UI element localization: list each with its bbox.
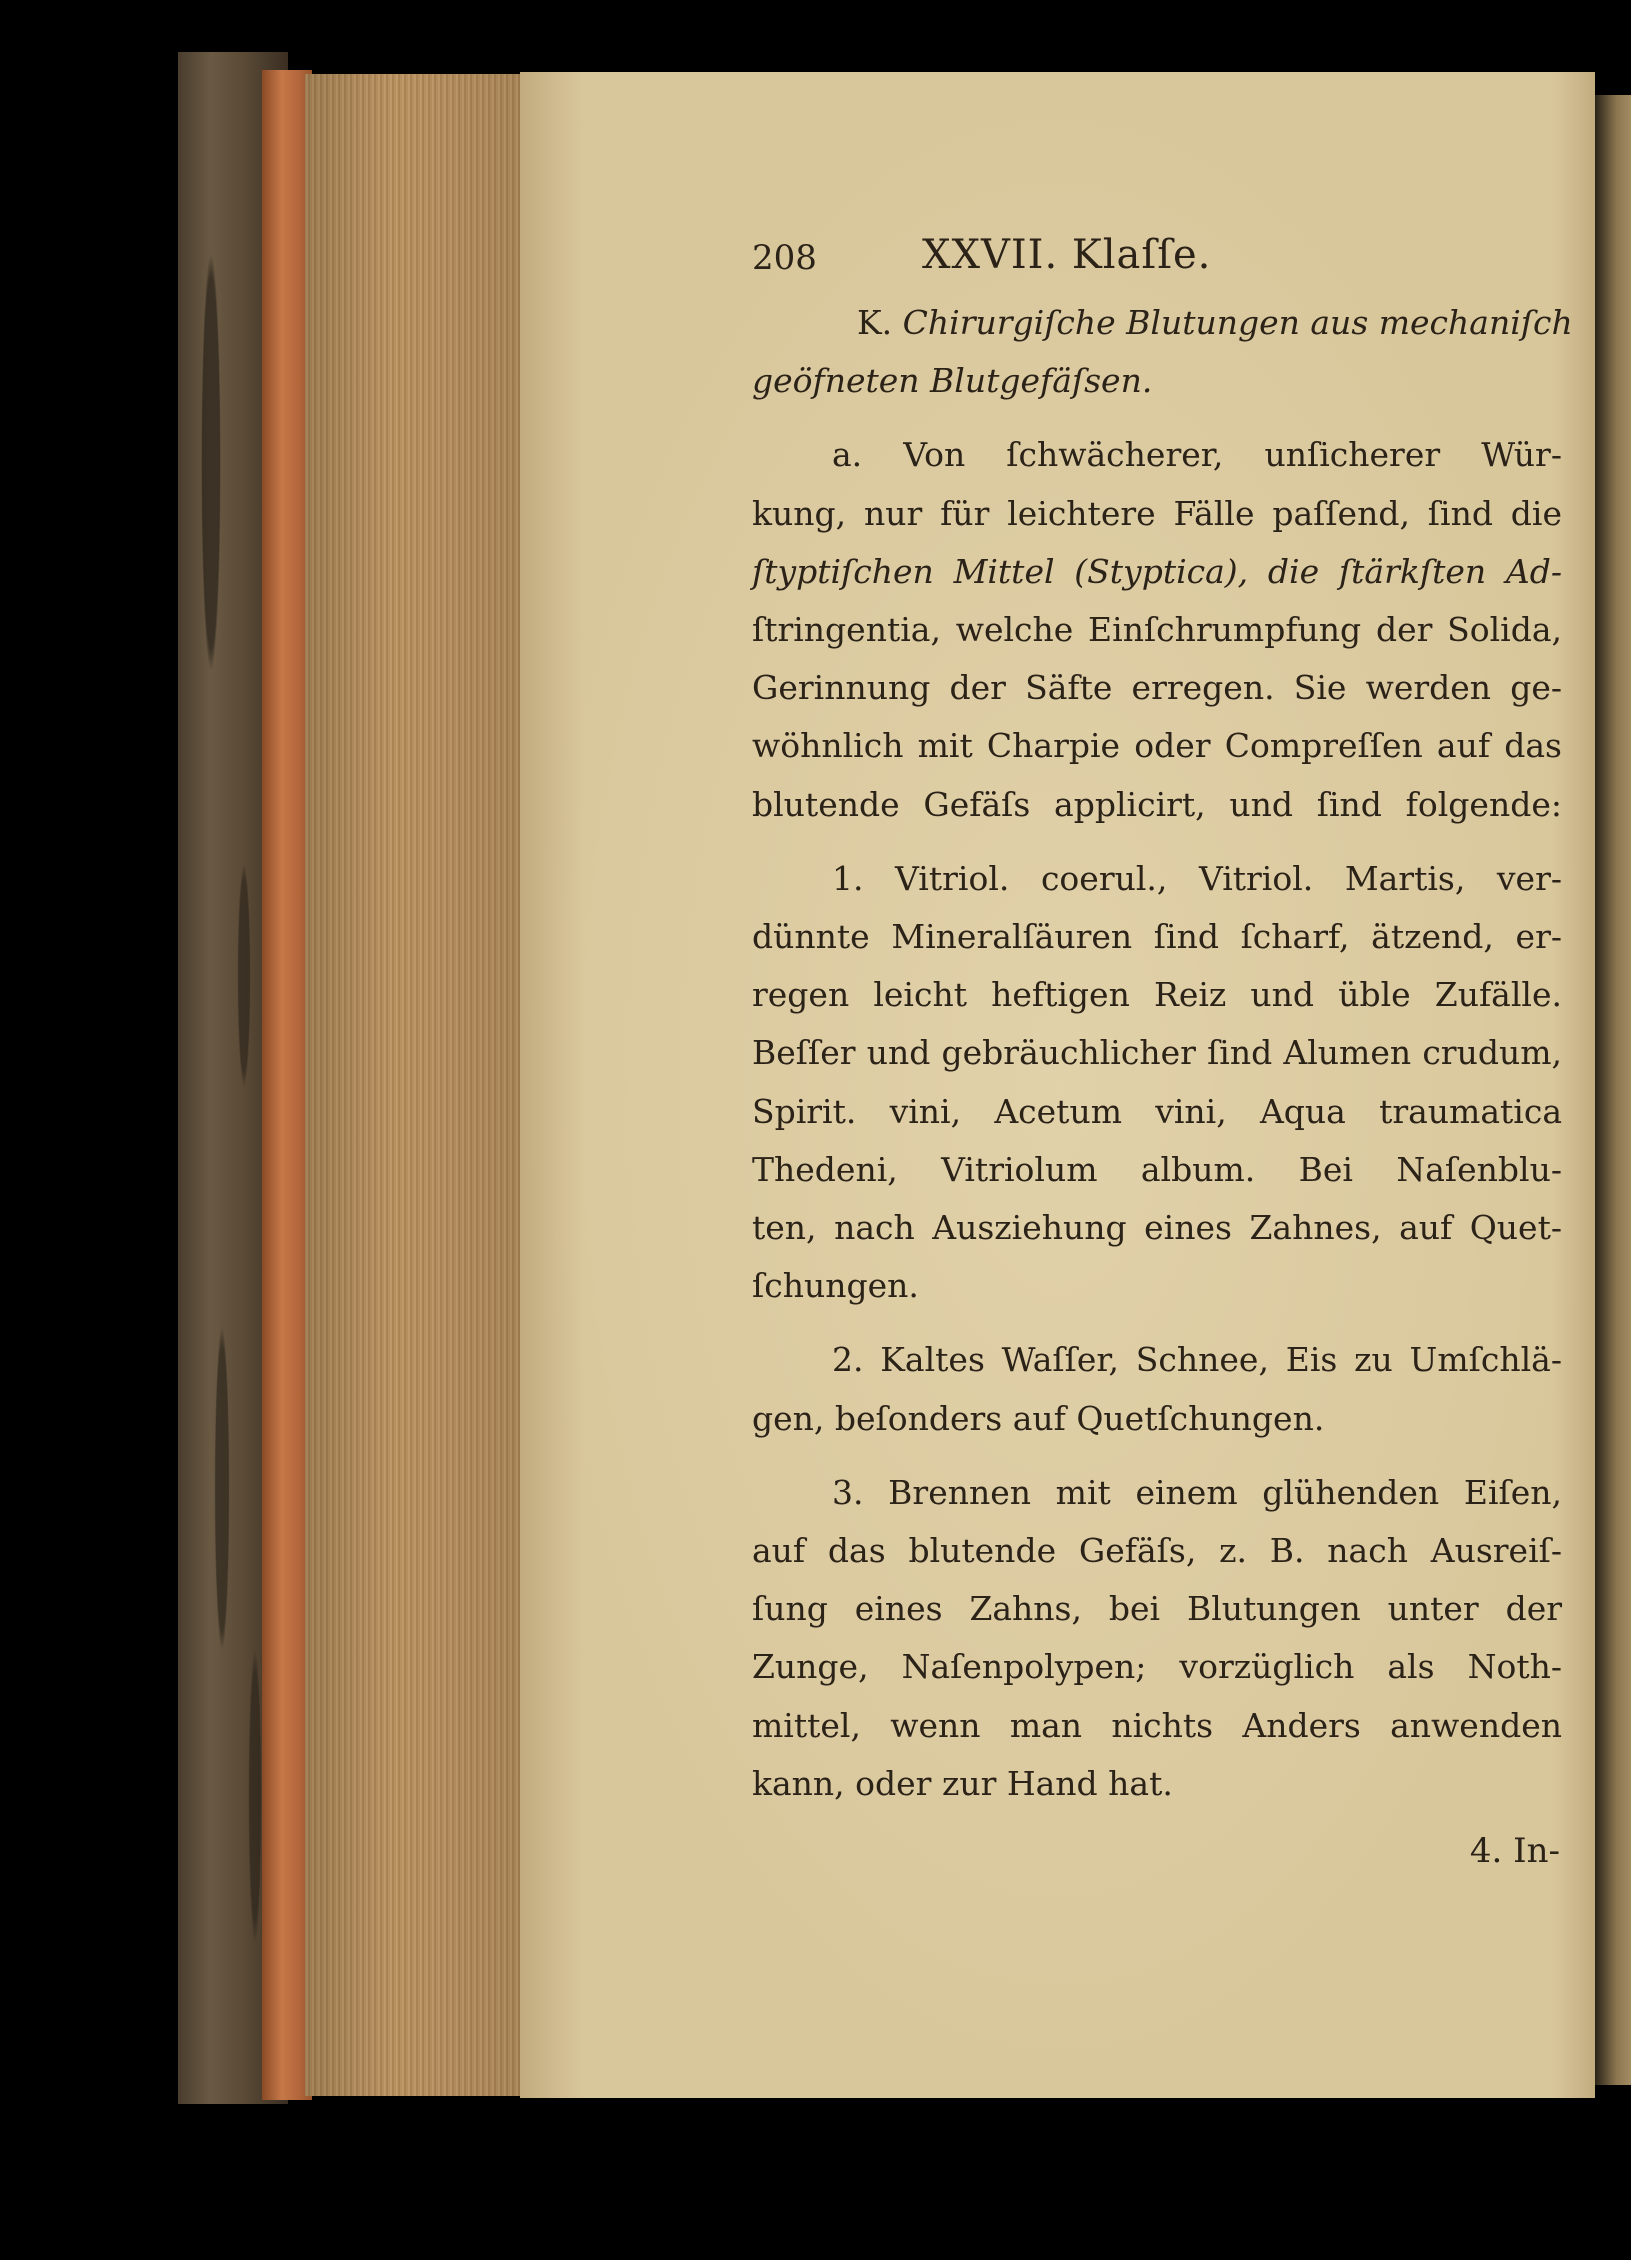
text-line: ſtyptiſchen Mittel (Styptica), die ſtärkſten Ad-: [752, 551, 1562, 591]
text-line: gen, beſonders auf Quetſchungen.: [752, 1398, 1325, 1438]
paragraph-a: [752, 426, 1562, 833]
section-heading: [752, 294, 1573, 410]
text-line: Beſſer und gebräuchlicher ſind Alumen crudum,: [752, 1033, 1562, 1073]
text-line: Spirit. vini, Acetum vini, Aqua traumatica: [752, 1091, 1562, 1131]
text-line: regen leicht heftigen Reiz und üble Zufälle.: [752, 975, 1562, 1015]
text-line: ſung eines Zahns, bei Blutungen unter der: [752, 1589, 1562, 1629]
text-line: Zunge, Naſenpolypen; vorzüglich als Noth-: [752, 1647, 1562, 1687]
section-letter: K.: [857, 303, 893, 342]
text-line: ſtringentia, welche Einſchrumpfung der Solida,: [752, 610, 1562, 650]
text-line: 2. Kaltes Waſſer, Schnee, Eis zu Umſchlä-: [832, 1340, 1562, 1380]
text-line: blutende Gefäſs applicirt, und ſind folgende:: [752, 784, 1562, 824]
text-line: auf das blutende Gefäſs, z. B. nach Ausreiſ-: [752, 1531, 1562, 1571]
text-line: ten, nach Ausziehung eines Zahnes, auf Quet-: [752, 1208, 1562, 1248]
text-line: a. Von ſchwächerer, unſicherer Wür-: [832, 435, 1562, 475]
paragraph-1: [752, 850, 1562, 1316]
catchword: 4. In-: [1469, 1831, 1560, 1872]
text-line: kung, nur für leichtere Fälle paſſend, ſind die: [752, 493, 1562, 533]
text-line: Thedeni, Vitriolum album. Bei Naſenblu-: [752, 1149, 1562, 1189]
running-head: XXVII. Klaſſe.: [922, 232, 1212, 278]
paragraph-2: [752, 1331, 1562, 1447]
paragraph-3: [752, 1464, 1562, 1813]
facing-page-edge: [1595, 95, 1631, 2085]
text-line: 3. Brennen mit einem glühenden Eiſen,: [832, 1472, 1562, 1512]
text-line: Gerinnung der Säfte erregen. Sie werden ge-: [752, 668, 1562, 708]
text-line: mittel, wenn man nichts Anders anwenden: [752, 1705, 1562, 1745]
text-line: 1. Vitriol. coerul., Vitriol. Martis, ver-: [832, 858, 1562, 898]
page-header: [752, 228, 1562, 294]
section-title-line-2: geöfneten Blutgefäſsen.: [752, 361, 1153, 401]
section-title-line-1: Chirurgiſche Blutungen aus mechaniſch: [902, 303, 1573, 342]
text-line: ſchungen.: [752, 1266, 919, 1306]
page-text: [752, 228, 1573, 1872]
text-line: dünnte Mineralſäuren ſind ſcharf, ätzend, er-: [752, 917, 1562, 957]
text-line: kann, oder zur Hand hat.: [752, 1763, 1173, 1803]
text-line: wöhnlich mit Charpie oder Compreſſen auf das: [752, 726, 1562, 766]
page-number: 208: [752, 238, 817, 278]
